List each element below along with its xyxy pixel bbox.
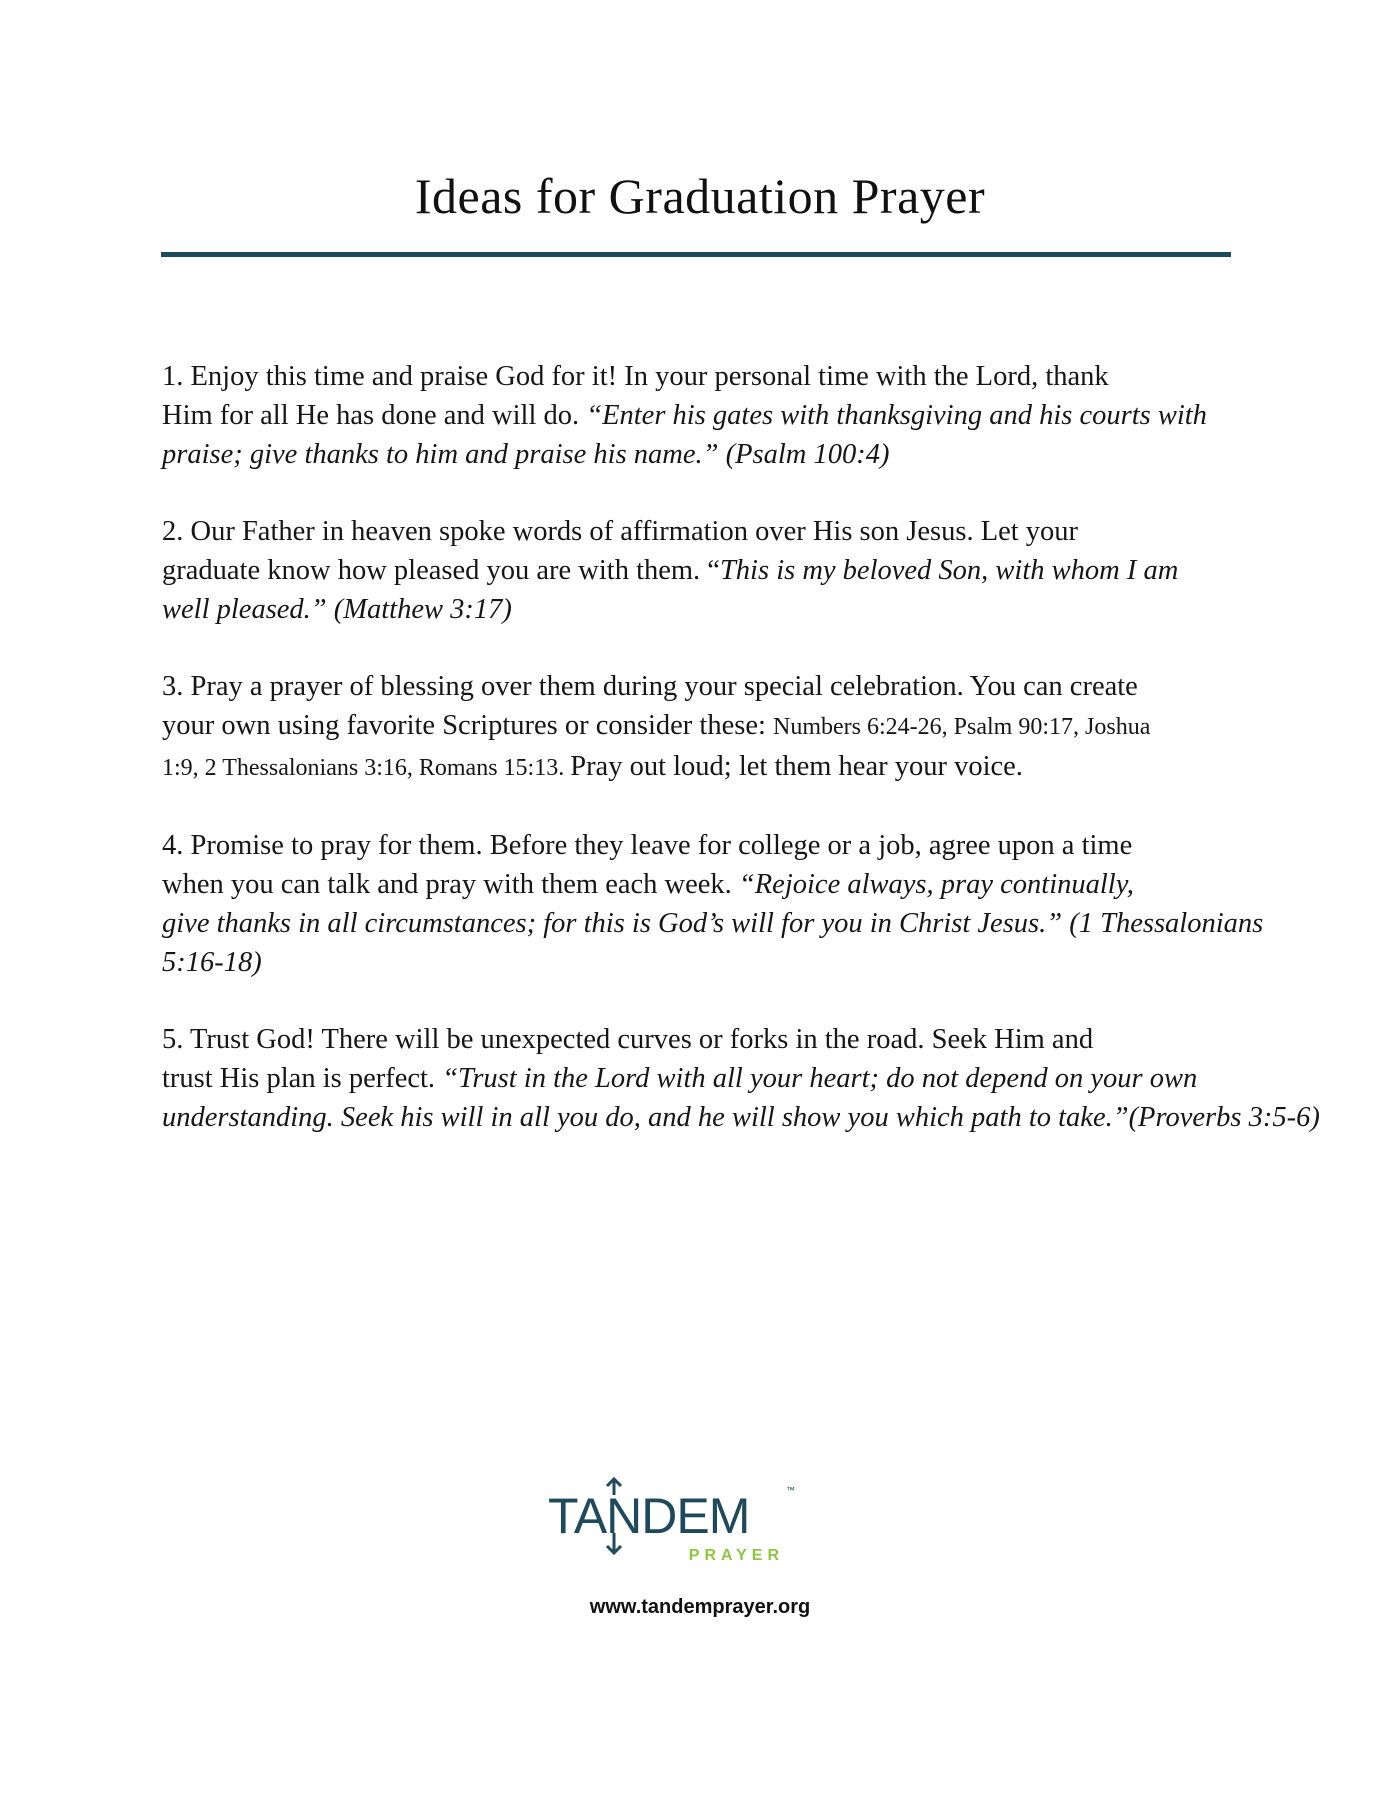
title-divider (161, 252, 1231, 257)
scripture-reference: 1:9, 2 Thessalonians 3:16, Romans 15:13. (162, 755, 571, 781)
item-line (162, 706, 1252, 747)
scripture-quote: 5:16-18) (162, 947, 262, 978)
scripture-quote: understanding. Seek his will in all you do, and he will show you which path to take.”(Proverbs 3:5-6) (162, 1102, 1320, 1133)
item-line (162, 1059, 1252, 1098)
scripture-reference: Numbers 6:24-26, Psalm 90:17, Joshua (773, 714, 1151, 740)
prayer-idea-item (162, 1020, 1320, 1137)
prayer-idea-item (162, 667, 1252, 788)
item-text: 2. Our Father in heaven spoke words of affirmation over His son Jesus. Let your (162, 516, 1079, 547)
scripture-quote: give thanks in all circumstances; for this is God’s will for you in Christ Jesus.” (1 Thessalonians (162, 908, 1264, 939)
item-text: Pray out loud; let them hear your voice. (570, 751, 1023, 782)
logo-tagline: PRAYER (688, 1547, 784, 1564)
item-line (162, 826, 1252, 865)
item-line (162, 865, 1252, 904)
prayer-idea-item (162, 512, 1252, 629)
scripture-quote: “Rejoice always, pray continually, (738, 869, 1134, 900)
website-url: www.tandemprayer.org (589, 1596, 811, 1618)
item-line (162, 943, 1252, 982)
item-text: graduate know how pleased you are with them. “ (162, 555, 720, 586)
item-line (162, 1020, 1252, 1059)
item-text: 3. Pray a prayer of blessing over them during your special celebration. You can create (162, 671, 1138, 702)
item-line (162, 747, 1252, 788)
prayer-idea-item (162, 357, 1252, 474)
prayer-idea-item (162, 826, 1264, 982)
item-text: Him for all He has done and will do. (162, 400, 587, 431)
item-line (162, 357, 1252, 396)
logo-trademark: ™ (786, 1485, 795, 1495)
item-line (162, 396, 1252, 435)
item-line (162, 1098, 1320, 1137)
tandem-prayer-logo (548, 1475, 848, 1575)
item-line (162, 904, 1264, 943)
item-text: 5. Trust God! There will be unexpected curves or forks in the road. Seek Him and (162, 1024, 1094, 1055)
scripture-quote: This is my beloved Son, with whom I am (719, 555, 1179, 586)
item-text: when you can talk and pray with them each week. (162, 869, 739, 900)
item-text: trust His plan is perfect. (162, 1063, 443, 1094)
scripture-quote: “Trust in the Lord with all your heart; do not depend on your own (442, 1063, 1198, 1094)
item-text: your own using favorite Scriptures or consider these: (162, 710, 774, 741)
scripture-quote: well pleased.” (Matthew 3:17) (162, 594, 512, 625)
item-line (162, 590, 1252, 629)
logo-wordmark: TANDEM (548, 1488, 750, 1544)
item-line (162, 667, 1252, 706)
item-text: 1. Enjoy this time and praise God for it! In your personal time with the Lord, thank (162, 361, 1109, 392)
item-line (162, 512, 1252, 551)
item-text: 4. Promise to pray for them. Before they leave for college or a job, agree upon a time (162, 830, 1133, 861)
item-line (162, 551, 1252, 590)
scripture-quote: “Enter his gates with thanksgiving and his courts with (586, 400, 1207, 431)
prayer-ideas-list (162, 357, 1320, 1175)
item-line (162, 435, 1252, 474)
scripture-quote: praise; give thanks to him and praise his name.” (Psalm 100:4) (162, 439, 890, 470)
page-title: Ideas for Graduation Prayer (414, 168, 986, 224)
